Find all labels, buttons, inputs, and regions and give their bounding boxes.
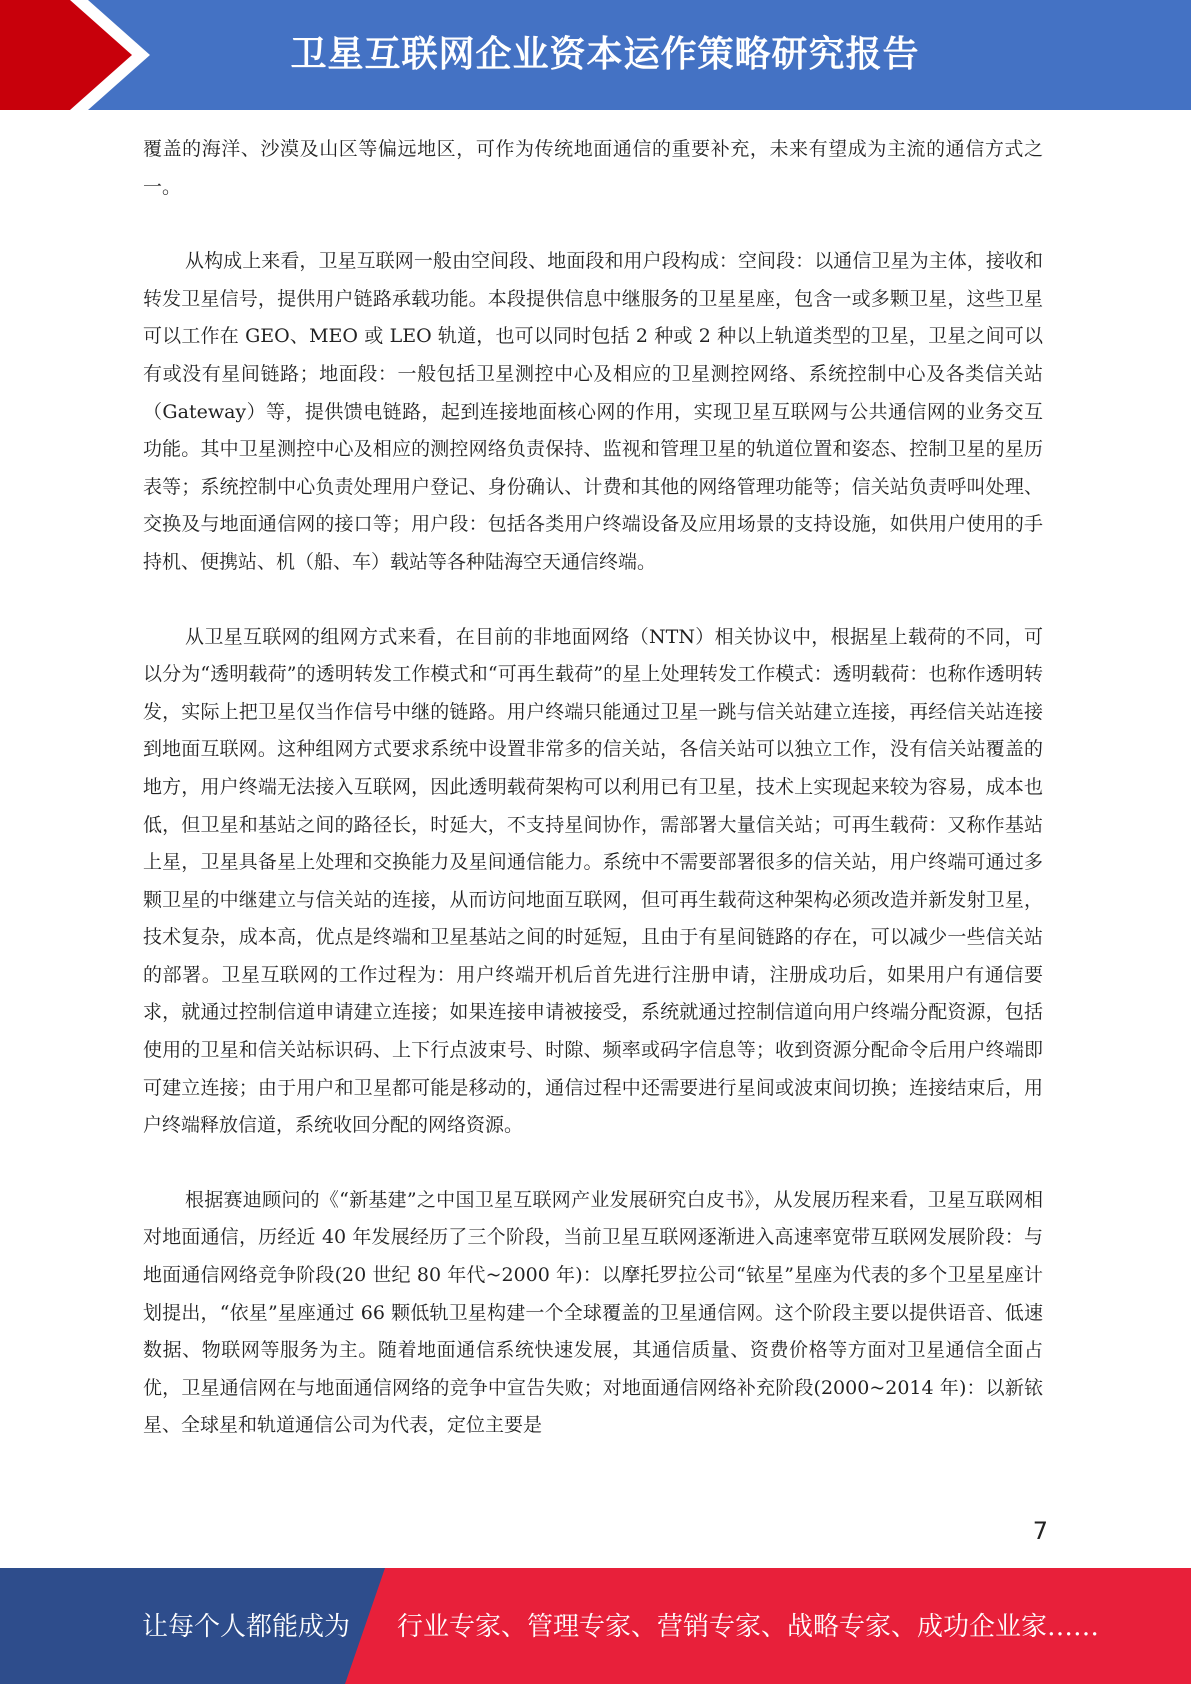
paragraph: 从构成上来看，卫星互联网一般由空间段、地面段和用户段构成：空间段：以通信卫星为主体，接收和转发卫星信号，提供用户链路承载功能。本段提供信息中继服务的卫星星座，包含一或多颗卫星，这些卫星可以工作在 GEO、MEO 或 LEO 轨道，也可以同时包括 2 种或 2 种以上轨道类型的卫星，卫星之间可以有或没有星间链路；地面段：一般包括卫星测控中心及相应的卫星测控网络、系统控制中心及各类信关站（Gateway）等，提供馈电链路，起到连接地面核心网的作用，实现卫星互联网与公共通信网的业务交互功能。其中卫星测控中心及相应的测控网络负责保持、监视和管理卫星的轨道位置和姿态、控制卫星的星历表等；系统控制中心负责处理用户登记、身份确认、计费和其他的网络管理功能等；信关站负责呼叫处理、交换及与地面通信网的接口等；用户段：包括各类用户终端设备及应用场景的支持设施，如供用户使用的手持机、便携站、机（船、车）载站等各种陆海空天通信终端。 xyxy=(143,250,1043,573)
paragraph: 覆盖的海洋、沙漠及山区等偏远地区，可作为传统地面通信的重要补充，未来有望成为主流的通信方式之一。 xyxy=(143,138,1043,198)
page-header xyxy=(0,0,1191,110)
paragraph: 从卫星互联网的组网方式来看，在目前的非地面网络（NTN）相关协议中，根据星上载荷的不同，可以分为“透明载荷”的透明转发工作模式和“可再生载荷”的星上处理转发工作模式：透明载荷：也称作透明转发，实际上把卫星仅当作信号中继的链路。用户终端只能通过卫星一跳与信关站建立连接，再经信关站连接到地面互联网。这种组网方式要求系统中设置非常多的信关站，各信关站可以独立工作，没有信关站覆盖的地方，用户终端无法接入互联网，因此透明载荷架构可以利用已有卫星，技术上实现起来较为容易，成本也低，但卫星和基站之间的路径长，时延大，不支持星间协作，需部署大量信关站；可再生载荷：又称作基站上星，卫星具备星上处理和交换能力及星间通信能力。系统中不需要部署很多的信关站，用户终端可通过多颗卫星的中继建立与信关站的连接，从而访问地面互联网，但可再生载荷这种架构必须改造并新发射卫星，技术复杂，成本高，优点是终端和卫星基站之间的时延短，且由于有星间链路的存在，可以减少一些信关站的部署。卫星互联网的工作过程为：用户终端开机后首先进行注册申请，注册成功后，如果用户有通信要求，就通过控制信道申请建立连接；如果连接申请被接受，系统就通过控制信道向用户终端分配资源，包括使用的卫星和信关站标识码、上下行点波束号、时隙、频率或码字信息等；收到资源分配命令后用户终端即可建立连接；由于用户和卫星都可能是移动的，通信过程中还需要进行星间或波束间切换；连接结束后，用户终端释放信道，系统收回分配的网络资源。 xyxy=(143,625,1043,1137)
document-body xyxy=(143,131,1043,1482)
page-number: 7 xyxy=(1032,1517,1048,1545)
footer-slogan-right: 行业专家、管理专家、营销专家、战略专家、成功企业家…… xyxy=(397,1612,1100,1642)
header-arrow-icon xyxy=(0,0,140,110)
paragraph: 根据赛迪顾问的《“新基建”之中国卫星互联网产业发展研究白皮书》，从发展历程来看，卫星互联网相对地面通信，历经近 40 年发展经历了三个阶段，当前卫星互联网逐渐进入高速率宽带互联网发展阶段：与地面通信网络竞争阶段(20 世纪 80 年代~2000 年)：以摩托罗拉公司“铱星”星座为代表的多个卫星星座计划提出，“依星”星座通过 66 颗低轨卫星构建一个全球覆盖的卫星通信网。这个阶段主要以提供语音、低速数据、物联网等服务为主。随着地面通信系统快速发展，其通信质量、资费价格等方面对卫星通信全面占优，卫星通信网在与地面通信网络的竞争中宣告失败；对地面通信网络补充阶段(2000~2014 年)：以新铱星、全球星和轨道通信公司为代表，定位主要是 xyxy=(143,1188,1043,1437)
report-title: 卫星互联网企业资本运作策略研究报告 xyxy=(290,34,920,75)
footer-slogan-left: 让每个人都能成为 xyxy=(142,1612,351,1642)
page-footer xyxy=(0,1568,1191,1684)
